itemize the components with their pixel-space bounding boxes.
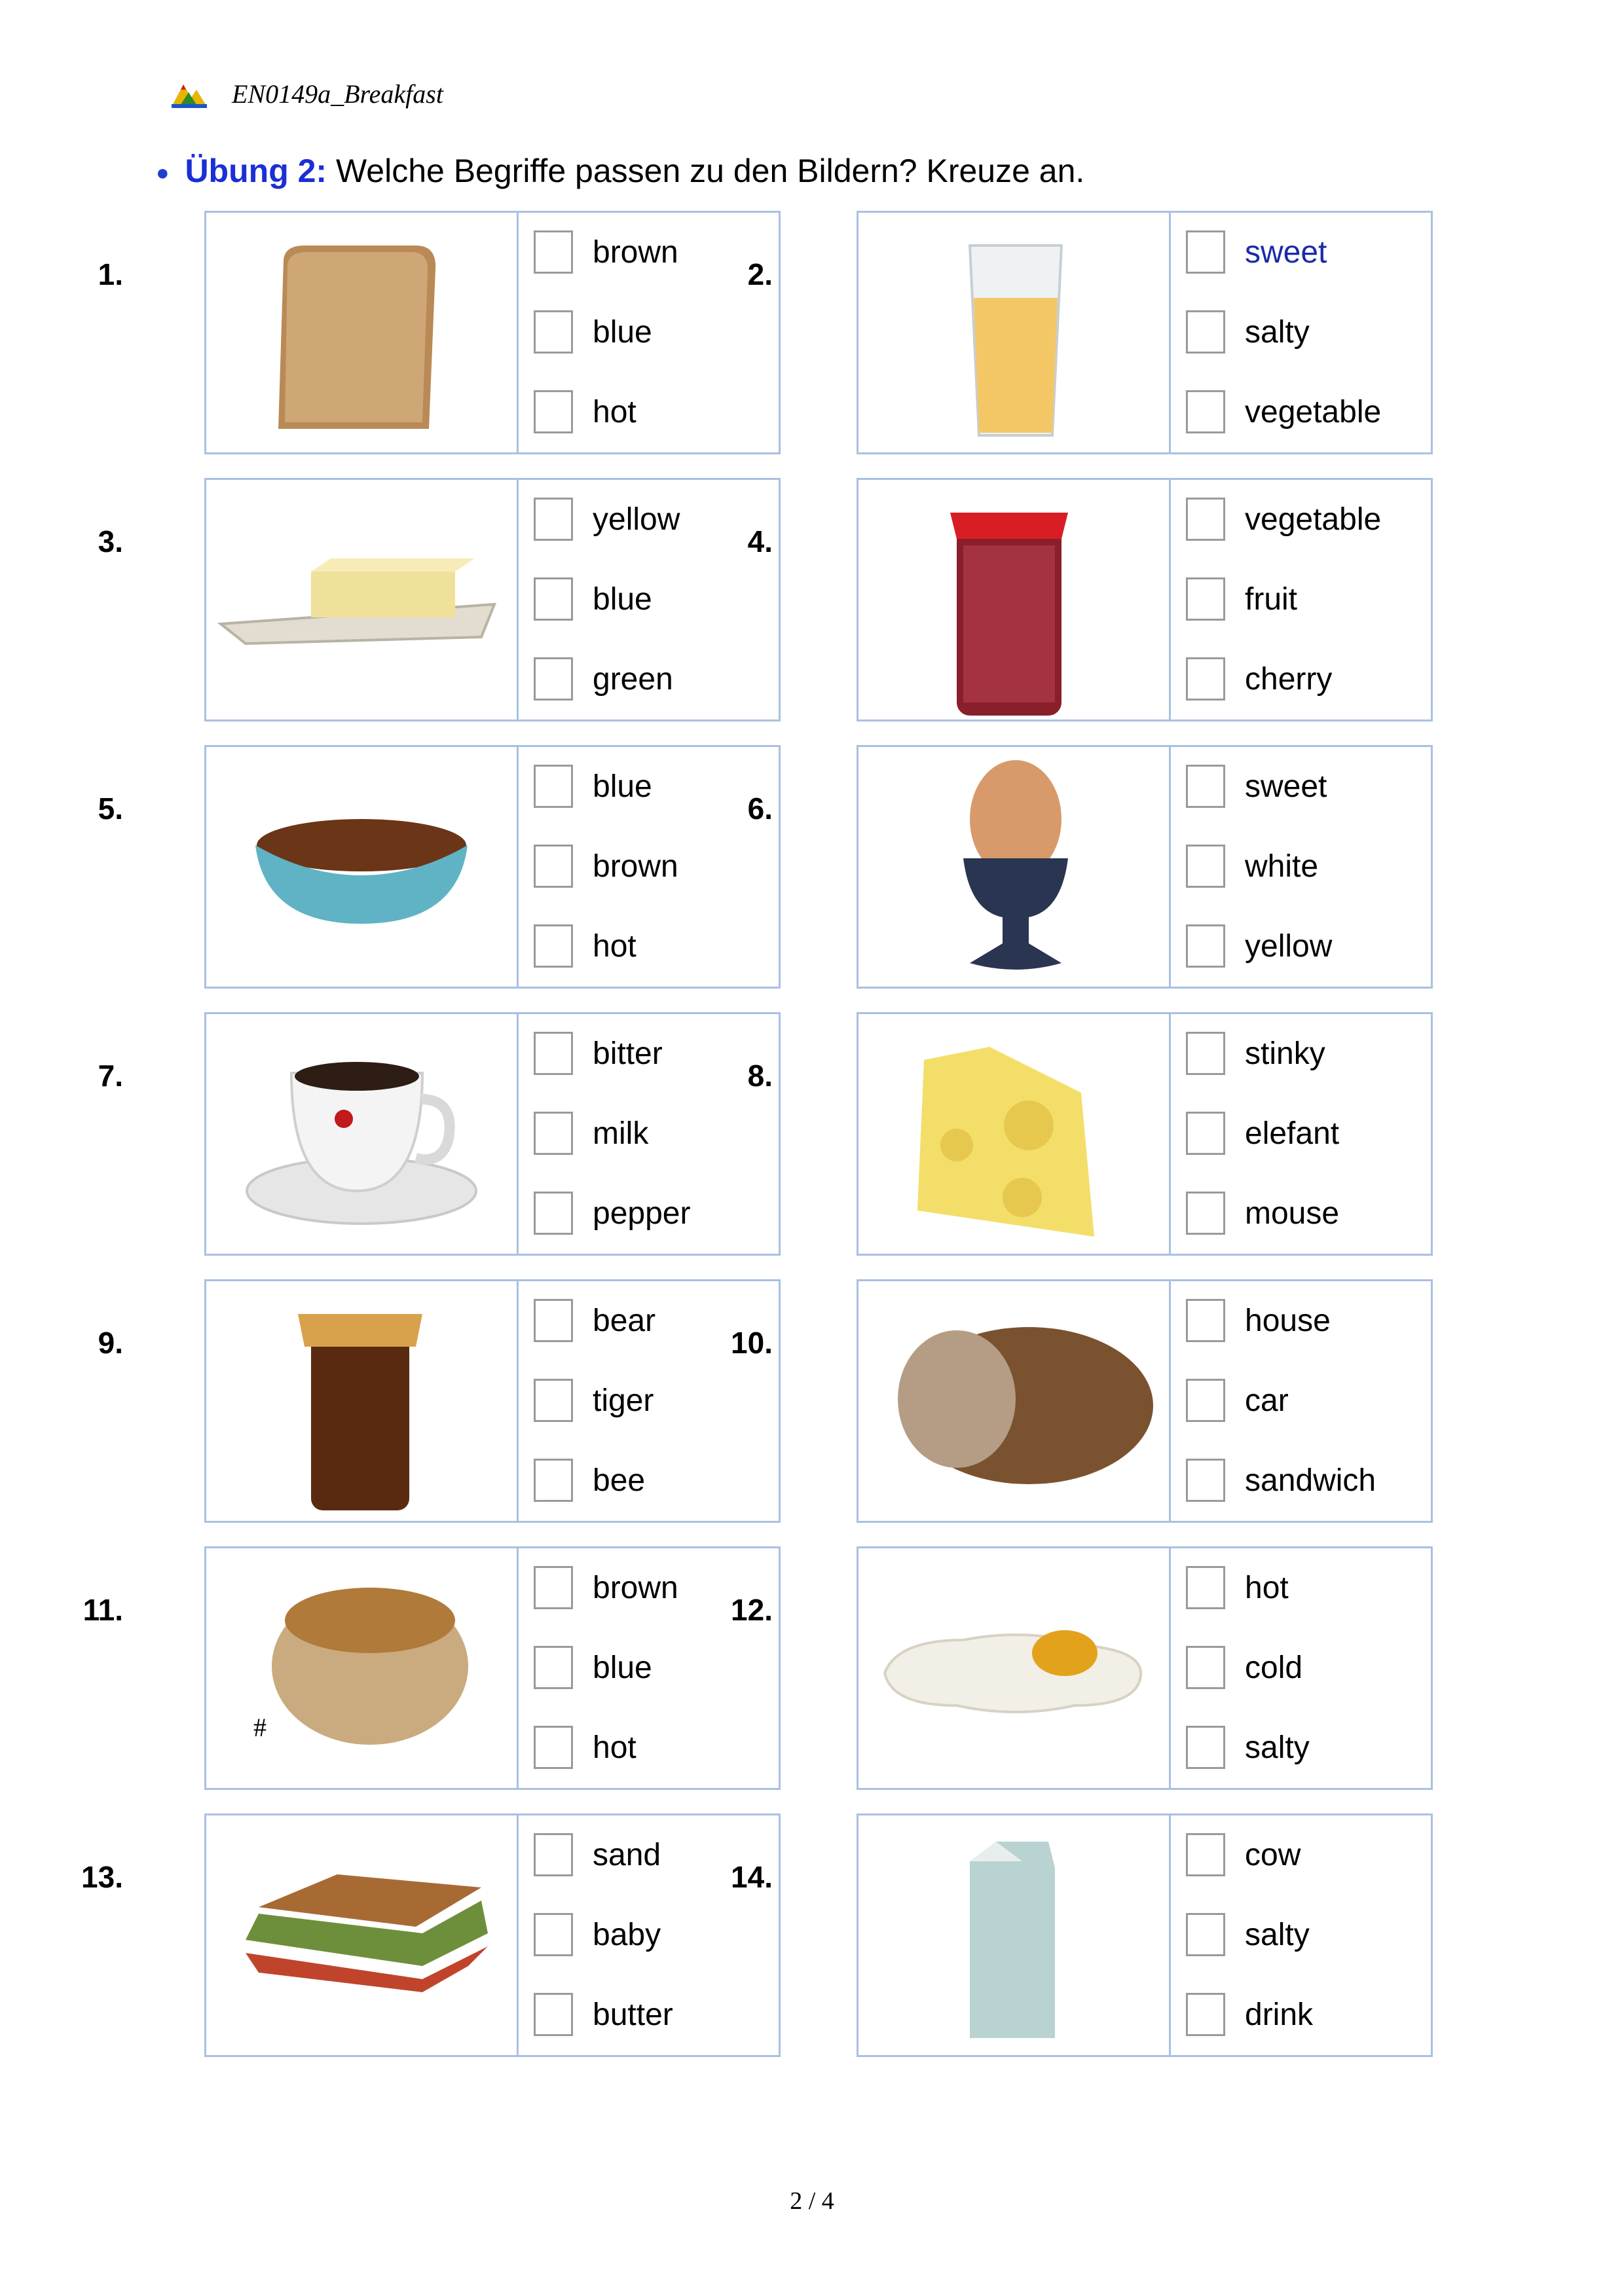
option-label: bear — [593, 1303, 656, 1338]
option-label: vegetable — [1245, 394, 1382, 429]
checkbox[interactable] — [1186, 1993, 1225, 2036]
checkbox[interactable] — [534, 498, 573, 541]
jam-jar-image — [858, 480, 1169, 720]
option-label: cherry — [1245, 661, 1333, 697]
milk-carton-image — [858, 1815, 1169, 2055]
option-label: hot — [1245, 1570, 1289, 1605]
option-label: yellow — [593, 501, 680, 537]
option-label: green — [593, 661, 673, 697]
option-label: sandwich — [1245, 1463, 1376, 1498]
checkbox[interactable] — [534, 1379, 573, 1422]
option-label: brown — [593, 1570, 678, 1605]
option-row[interactable] — [534, 573, 652, 625]
option-row[interactable] — [1186, 573, 1297, 625]
option-row[interactable] — [534, 1454, 645, 1506]
checkbox[interactable] — [534, 1726, 573, 1769]
checkbox[interactable] — [1186, 1726, 1225, 1769]
option-label: vegetable — [1245, 501, 1382, 537]
option-label: stinky — [1245, 1036, 1325, 1071]
checkbox[interactable] — [1186, 1459, 1225, 1502]
exercise-number: 2. — [747, 257, 773, 291]
exercise-box — [857, 1012, 1433, 1256]
exercise-instruction — [156, 152, 1084, 190]
option-row[interactable] — [1186, 1374, 1289, 1427]
option-label: salty — [1245, 314, 1310, 350]
option-row[interactable] — [534, 1829, 661, 1881]
fried-egg-image — [858, 1548, 1169, 1788]
option-row[interactable] — [1186, 1454, 1376, 1506]
page-number: 2 / 4 — [790, 2187, 834, 2215]
checkbox[interactable] — [534, 924, 573, 968]
image-cell — [206, 1815, 519, 2055]
option-row[interactable] — [1186, 1187, 1339, 1239]
option-row[interactable] — [1186, 226, 1327, 278]
option-row[interactable] — [1186, 1561, 1289, 1614]
option-row[interactable] — [1186, 1829, 1301, 1881]
checkbox[interactable] — [534, 1913, 573, 1956]
checkbox[interactable] — [534, 1646, 573, 1689]
cereal-bowl-image — [206, 747, 517, 987]
checkbox[interactable] — [534, 1192, 573, 1235]
checkbox[interactable] — [1186, 657, 1225, 701]
option-label: car — [1245, 1383, 1289, 1418]
option-row[interactable] — [534, 1027, 663, 1080]
checkbox[interactable] — [1186, 845, 1225, 888]
option-label: blue — [593, 581, 652, 617]
checkbox[interactable] — [1186, 1379, 1225, 1422]
exercise-box — [204, 1012, 781, 1256]
option-row[interactable] — [534, 1908, 661, 1961]
exercise-box — [857, 745, 1433, 989]
image-cell — [858, 1815, 1171, 2055]
exercise-box — [204, 211, 781, 454]
checkbox[interactable] — [1186, 1646, 1225, 1689]
honey-jar-image — [206, 1281, 517, 1521]
cheese-image — [858, 1014, 1169, 1254]
exercise-number: 4. — [747, 524, 773, 558]
option-label: blue — [593, 1650, 652, 1685]
option-row[interactable] — [534, 306, 652, 358]
option-label: butter — [593, 1997, 673, 2032]
exercise-box — [857, 478, 1433, 721]
option-label: pepper — [593, 1195, 691, 1231]
option-row[interactable] — [1186, 386, 1381, 438]
option-row[interactable] — [1186, 306, 1310, 358]
exercise-box — [857, 1546, 1433, 1790]
checkbox[interactable] — [534, 390, 573, 433]
option-row[interactable] — [534, 653, 673, 705]
option-label: hot — [593, 928, 637, 964]
checkbox[interactable] — [1186, 765, 1225, 808]
option-label: sweet — [1245, 234, 1327, 270]
image-cell — [858, 1014, 1171, 1254]
checkbox[interactable] — [1186, 1112, 1225, 1155]
exercise-number: 11. — [83, 1593, 123, 1627]
image-cell — [206, 480, 519, 720]
exercise-number: 6. — [747, 792, 773, 826]
option-row[interactable] — [534, 1641, 652, 1694]
image-cell — [206, 1548, 519, 1788]
option-row[interactable] — [534, 1721, 637, 1774]
option-label: blue — [593, 314, 652, 350]
exercise-number: 5. — [98, 792, 123, 826]
option-label: milk — [593, 1116, 649, 1151]
option-row[interactable] — [1186, 493, 1381, 545]
option-row[interactable] — [1186, 1107, 1339, 1159]
option-row[interactable] — [534, 386, 637, 438]
option-row[interactable] — [1186, 920, 1332, 972]
option-label: fruit — [1245, 581, 1298, 617]
checkbox[interactable] — [534, 1993, 573, 2036]
checkbox[interactable] — [1186, 1032, 1225, 1075]
checkbox[interactable] — [534, 1112, 573, 1155]
exercise-box — [857, 1279, 1433, 1523]
checkbox[interactable] — [1186, 1192, 1225, 1235]
option-label: bee — [593, 1463, 646, 1498]
option-label: brown — [593, 234, 678, 270]
option-label: hot — [593, 394, 637, 429]
option-row[interactable] — [534, 1561, 678, 1614]
exercise-box — [204, 478, 781, 721]
orange-juice-glass-image — [858, 213, 1169, 452]
option-row[interactable] — [534, 1988, 673, 2041]
coffee-cup-image — [206, 1014, 517, 1254]
exercise-number: 1. — [98, 257, 123, 291]
checkbox[interactable] — [1186, 1299, 1225, 1342]
option-row[interactable] — [534, 920, 637, 972]
option-label: elefant — [1245, 1116, 1340, 1151]
toast-image — [206, 213, 517, 452]
option-row[interactable] — [1186, 1721, 1310, 1774]
checkbox[interactable] — [1186, 498, 1225, 541]
option-row[interactable] — [1186, 1294, 1331, 1347]
exercise-number: 9. — [98, 1326, 123, 1360]
exercise-number: 13. — [81, 1860, 123, 1894]
image-cell — [206, 1014, 519, 1254]
image-cell — [858, 480, 1171, 720]
option-row[interactable] — [534, 493, 680, 545]
checkbox[interactable] — [534, 657, 573, 701]
option-row[interactable] — [1186, 1027, 1325, 1080]
option-label: hot — [593, 1730, 637, 1765]
checkbox[interactable] — [1186, 577, 1225, 621]
option-row[interactable] — [534, 1187, 690, 1239]
image-cell — [858, 213, 1171, 452]
mountain-logo-icon — [169, 78, 210, 109]
checkbox[interactable] — [534, 1032, 573, 1075]
checkbox[interactable] — [1186, 1566, 1225, 1609]
option-label: salty — [1245, 1730, 1310, 1765]
exercise-number: 10. — [731, 1326, 773, 1360]
option-row[interactable] — [534, 1107, 648, 1159]
option-label: cow — [1245, 1837, 1301, 1872]
exercise-box — [857, 211, 1433, 454]
checkbox[interactable] — [534, 1459, 573, 1502]
image-cell — [206, 747, 519, 987]
checkbox[interactable] — [534, 1833, 573, 1876]
boiled-egg-image — [858, 747, 1169, 987]
bread-loaf-image — [858, 1281, 1169, 1521]
option-label: sweet — [1245, 769, 1327, 804]
option-row[interactable] — [1186, 1988, 1313, 2041]
option-row[interactable] — [534, 1294, 655, 1347]
checkbox[interactable] — [534, 230, 573, 274]
image-cell — [858, 1281, 1171, 1521]
note-mark: # — [253, 1713, 267, 1742]
option-row[interactable] — [1186, 840, 1318, 892]
checkbox[interactable] — [1186, 1913, 1225, 1956]
option-row[interactable] — [1186, 653, 1332, 705]
checkbox[interactable] — [1186, 1833, 1225, 1876]
option-row[interactable] — [534, 840, 678, 892]
option-label: yellow — [1245, 928, 1333, 964]
option-label: drink — [1245, 1997, 1314, 2032]
exercise-box — [204, 1813, 781, 2057]
option-row[interactable] — [534, 760, 652, 812]
option-label: brown — [593, 848, 678, 884]
option-label: mouse — [1245, 1195, 1340, 1231]
option-label: sand — [593, 1837, 661, 1872]
exercise-box — [204, 1546, 781, 1790]
document-header — [169, 71, 443, 117]
option-label: tiger — [593, 1383, 654, 1418]
exercise-box — [204, 745, 781, 989]
option-row[interactable] — [1186, 760, 1327, 812]
checkbox[interactable] — [1186, 924, 1225, 968]
checkbox[interactable] — [1186, 230, 1225, 274]
instruction-text: Welche Begriffe passen zu den Bildern? Kreuze an. — [336, 153, 1085, 189]
exercise-number: 3. — [98, 524, 123, 558]
option-label: house — [1245, 1303, 1331, 1338]
checkbox[interactable] — [1186, 390, 1225, 433]
option-label: blue — [593, 769, 652, 804]
image-cell — [206, 1281, 519, 1521]
checkbox[interactable] — [534, 845, 573, 888]
exercise-number: 7. — [98, 1059, 123, 1093]
bullet-icon: ● — [156, 160, 170, 186]
option-row[interactable] — [1186, 1908, 1310, 1961]
option-row[interactable] — [534, 226, 678, 278]
exercise-number: 14. — [731, 1860, 773, 1894]
checkbox[interactable] — [534, 577, 573, 621]
checkbox[interactable] — [1186, 310, 1225, 354]
exercise-box — [857, 1813, 1433, 2057]
seed-roll-image — [206, 1548, 517, 1788]
option-row[interactable] — [1186, 1641, 1302, 1694]
exercise-box — [204, 1279, 781, 1523]
option-label: salty — [1245, 1917, 1310, 1952]
image-cell — [858, 747, 1171, 987]
document-title: EN0149a_Breakfast — [232, 79, 443, 109]
option-label: baby — [593, 1917, 661, 1952]
exercise-number: 8. — [747, 1059, 773, 1093]
checkbox[interactable] — [534, 1566, 573, 1609]
checkbox[interactable] — [534, 1299, 573, 1342]
exercise-label: Übung 2: — [185, 153, 327, 189]
exercise-number: 12. — [731, 1593, 773, 1627]
image-cell — [858, 1548, 1171, 1788]
option-row[interactable] — [534, 1374, 654, 1427]
option-label: cold — [1245, 1650, 1303, 1685]
sandwich-image — [206, 1815, 517, 2055]
checkbox[interactable] — [534, 310, 573, 354]
checkbox[interactable] — [534, 765, 573, 808]
image-cell — [206, 213, 519, 452]
butter-dish-image — [206, 480, 517, 720]
option-label: bitter — [593, 1036, 663, 1071]
option-label: white — [1245, 848, 1319, 884]
